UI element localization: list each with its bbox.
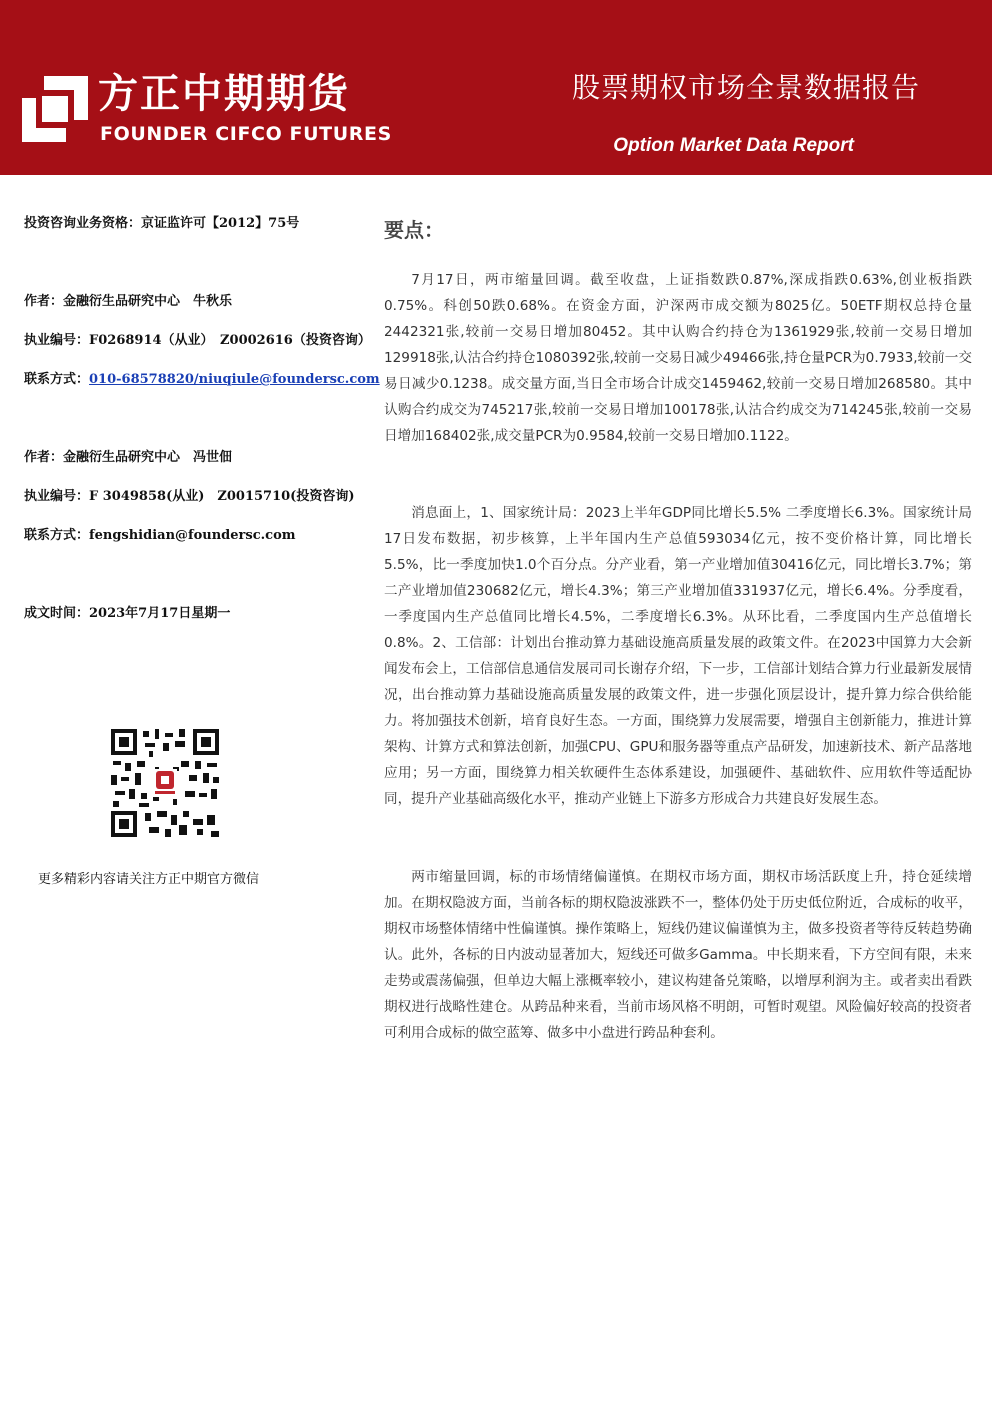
brand-name-en: FOUNDER CIFCO FUTURES bbox=[100, 123, 392, 145]
qr-caption: 更多精彩内容请关注方正中期官方微信 bbox=[38, 872, 260, 887]
author1-contact-link[interactable]: 010-68578820/niuqiule@foundersc.com bbox=[89, 372, 380, 387]
author1-license: 执业编号：F0268914（从业） Z0002616（投资咨询） bbox=[24, 333, 371, 348]
report-title-cn: 股票期权市场全景数据报告 bbox=[571, 71, 920, 104]
key-points-heading: 要点： bbox=[384, 218, 444, 242]
author2-contact: 联系方式：fengshidian@foundersc.com bbox=[24, 528, 296, 543]
author2-name: 作者：金融衍生品研究中心 冯世佃 bbox=[24, 450, 233, 465]
paragraph-news: 消息面上，1、国家统计局：2023上半年GDP同比增长5.5% 二季度增长6.3%。国家统计局17日发布数据，初步核算，上半年国内生产总值593034亿元，按不变价格计算，同比增长5.5%，比一季度加快1.0个百分点。分产业看，第一产业增加值30416亿元，同比增长3.7%；第二产业增加值230682亿元，增长4.3%；第三产业增加值331937亿元，增长6.4%。分季度看，一季度国内生产总值同比增长4.5%，二季度增长6.3%。从环比看，二季度国内生产总值增长0.8%。2、工信部：计划出台推动算力基础设施高质量发展的政策文件。在2023中国算力大会新闻发布会上，工信部信息通信发展司司长谢存介绍，下一步，工信部计划结合算力行业最新发展情况，出台推动算力基础设施高质量发展的政策文件，进一步强化顶层设计，提升算力综合供给能力。将加强技术创新，培育良好生态。一方面，围绕算力发展需要，增强自主创新能力，推进计算架构、计算方式和算法创新，加强CPU、GPU和服务器等重点产品研发，加速新技术、新产品落地应用；另一方面，围绕算力相关软硬件生态体系建设，加强硬件、基础软件、应用软件等适配协同，提升产业基础高级化水平，推动产业链上下游多方形成合力共建良好发展生态。 bbox=[384, 505, 972, 807]
report-title-en: Option Market Data Report bbox=[613, 135, 854, 156]
author1-name: 作者：金融衍生品研究中心 牛秋乐 bbox=[24, 294, 233, 309]
brand-name-cn: 方正中期期货 bbox=[98, 71, 350, 117]
wechat-qr-code-icon bbox=[109, 727, 221, 839]
founder-logo-icon bbox=[22, 76, 88, 142]
author1-contact-label: 联系方式： bbox=[24, 372, 90, 387]
author2-license: 执业编号：F 3049858(从业) Z0015710(投资咨询) bbox=[24, 489, 355, 504]
report-header bbox=[0, 0, 992, 175]
author1-contact bbox=[24, 371, 380, 389]
paragraph-strategy: 两市缩量回调，标的市场情绪偏谨慎。在期权市场方面，期权市场活跃度上升，持仓延续增加。在期权隐波方面，当前各标的期权隐波涨跌不一，整体仍处于历史低位附近，合成标的收平，期权市场整体情绪中性偏谨慎。操作策略上，短线仍建议偏谨慎为主，做多投资者等待反转趋势确认。此外，各标的日内波动显著加大，短线还可做多Gamma。中长期来看，下方空间有限，未来走势或震荡偏强，但单边大幅上涨概率较小，建议构建备兑策略，以增厚利润为主。或者卖出看跌期权进行战略性建仓。从跨品种来看，当前市场风格不明朗，可暂时观望。风险偏好较高的投资者可利用合成标的做空蓝筹、做多中小盘进行跨品种套利。 bbox=[384, 869, 972, 1041]
paragraph-market-summary: 7月17日，两市缩量回调。截至收盘，上证指数跌0.87%,深成指跌0.63%,创业板指跌0.75%。科创50跌0.68%。在资金方面，沪深两市成交额为8025亿。50ETF期权总持仓量2442321张,较前一交易日增加80452。其中认购合约持仓为1361929张,较前一交易日增加129918张,认沽合约持仓1080392张,较前一交易日减少49466张,持仓量PCR为0.7933,较前一交易日减少0.1238。成交量方面,当日全市场合计成交1459462,较前一交易日增加268580。其中认购合约成交为745217张,较前一交易日增加100178张,认沽合约成交为714245张,较前一交易日增加168402张,成交量PCR为0.9584,较前一交易日增加0.1122。 bbox=[384, 272, 972, 444]
report-date: 成文时间：2023年7月17日星期一 bbox=[24, 606, 231, 621]
qualification-text: 投资咨询业务资格：京证监许可【2012】75号 bbox=[24, 216, 300, 231]
